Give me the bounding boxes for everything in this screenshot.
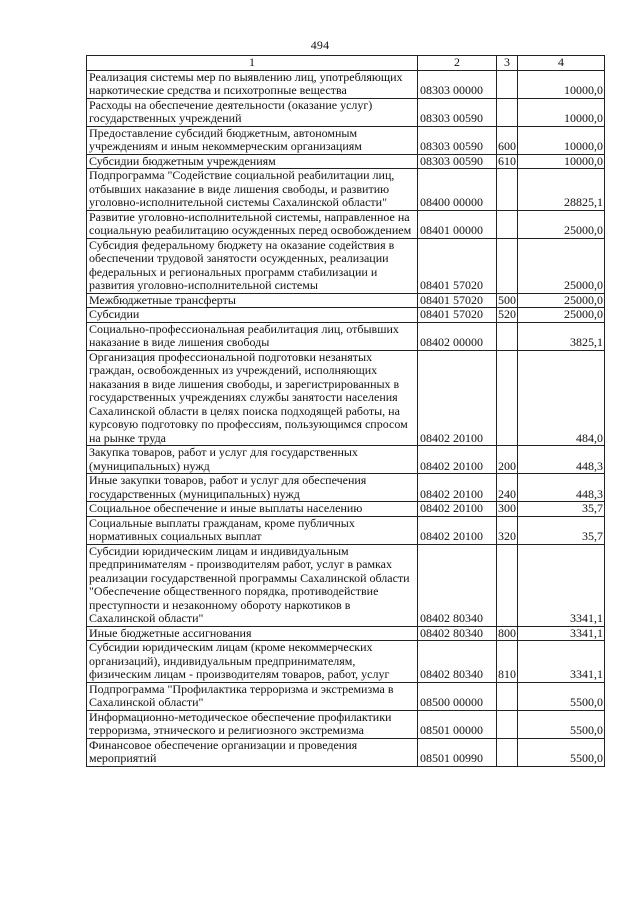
- table-row: [87, 154, 605, 169]
- row-code: 08401 00000: [418, 210, 497, 238]
- row-amount: 25000,0: [518, 308, 605, 323]
- row-amount: 3341,1: [518, 641, 605, 683]
- row-amount: 28825,1: [518, 169, 605, 211]
- row-kvr: [497, 350, 518, 446]
- row-name: Предоставление субсидий бюджетным, автономным учреждениям и иным некоммерческим организациям: [87, 126, 418, 154]
- row-name: Закупка товаров, работ и услуг для государственных (муниципальных) нужд: [87, 446, 418, 474]
- row-name: Субсидии юридическим лицам (кроме некоммерческих организаций), индивидуальным предпринимателям, физическим лицам - производителям товаров, работ, услуг: [87, 641, 418, 683]
- row-name: Субсидии бюджетным учреждениям: [87, 154, 418, 169]
- row-name: Развитие уголовно-исполнительной системы, направленное на социальную реабилитацию осужденных перед освобождением: [87, 210, 418, 238]
- row-amount: 5500,0: [518, 738, 605, 766]
- row-amount: 5500,0: [518, 682, 605, 710]
- row-name: Подпрограмма "Профилактика терроризма и экстремизма в Сахалинской области": [87, 682, 418, 710]
- row-code: 08402 20100: [418, 446, 497, 474]
- row-amount: 3341,1: [518, 626, 605, 641]
- row-amount: 10000,0: [518, 126, 605, 154]
- row-name: Межбюджетные трансферты: [87, 293, 418, 308]
- row-kvr: [497, 738, 518, 766]
- row-kvr: 500: [498, 292, 516, 307]
- row-code: 08401 57020: [418, 308, 497, 323]
- column-header-2: 2: [418, 56, 497, 71]
- row-code: 08402 00000: [418, 322, 497, 350]
- row-kvr: 800: [498, 625, 516, 640]
- table-row: [87, 350, 605, 446]
- table-row: [87, 626, 605, 641]
- table-row: [87, 70, 605, 98]
- row-kvr: 520: [498, 307, 516, 321]
- row-name: Субсидии юридическим лицам и индивидуальным предпринимателям - производителям работ, услуг в рамках реализации государственной программы Сахалинской области "Обеспечение общественного порядка, противодействие преступности и незаконному обороту наркотиков в Сахалинской области": [87, 544, 418, 626]
- row-name: Социальные выплаты гражданам, кроме публичных нормативных социальных выплат: [87, 516, 418, 544]
- column-header-3: 3: [497, 56, 518, 71]
- row-kvr: 600: [497, 126, 518, 154]
- row-amount: 448,3: [518, 446, 605, 474]
- row-kvr: 200: [497, 446, 518, 474]
- table-row: [87, 516, 605, 544]
- row-kvr: 300: [498, 501, 516, 515]
- row-amount: 3825,1: [518, 322, 605, 350]
- row-kvr: [497, 710, 518, 738]
- row-amount: 25000,0: [518, 293, 605, 308]
- row-code: 08402 20100: [418, 350, 497, 446]
- table-row: [87, 738, 605, 766]
- table-row: [87, 544, 605, 626]
- row-amount: 35,7: [518, 516, 605, 544]
- row-code: 08402 80340: [418, 544, 497, 626]
- row-amount: 448,3: [518, 474, 605, 502]
- table-body: [87, 70, 605, 766]
- row-amount: 25000,0: [518, 210, 605, 238]
- table-row: [87, 238, 605, 293]
- table-row: [87, 210, 605, 238]
- row-code: 08303 00590: [418, 154, 497, 169]
- row-amount: 10000,0: [518, 98, 605, 126]
- row-name: Социально-профессиональная реабилитация лиц, отбывших наказание в виде лишения свободы: [87, 322, 418, 350]
- row-kvr: 320: [497, 516, 518, 544]
- row-name: Иные закупки товаров, работ и услуг для обеспечения государственных (муниципальных) нужд: [87, 474, 418, 502]
- table-row: [87, 446, 605, 474]
- row-name: Информационно-методическое обеспечение профилактики терроризма, этнического и религиозного экстремизма: [87, 710, 418, 738]
- row-name: Субсидии: [87, 308, 418, 323]
- row-code: 08402 20100: [418, 516, 497, 544]
- row-kvr: [497, 322, 518, 350]
- table-row: [87, 293, 605, 308]
- row-code: 08402 80340: [418, 626, 497, 641]
- row-amount: 25000,0: [518, 238, 605, 293]
- row-code: 08402 20100: [418, 502, 497, 517]
- table-row: [87, 502, 605, 517]
- row-code: 08500 00000: [418, 682, 497, 710]
- table-row: [87, 98, 605, 126]
- row-code: 08401 57020: [418, 293, 497, 308]
- row-kvr: 610: [498, 153, 516, 168]
- row-code: 08402 20100: [418, 474, 497, 502]
- row-kvr: [497, 210, 518, 238]
- table-row: [87, 682, 605, 710]
- table-row: [87, 474, 605, 502]
- row-amount: 484,0: [518, 350, 605, 446]
- header-row: [87, 56, 605, 71]
- column-header-4: 4: [518, 56, 605, 71]
- table-row: [87, 169, 605, 211]
- row-code: 08402 80340: [418, 641, 497, 683]
- row-kvr: [497, 682, 518, 710]
- row-code: 08501 00000: [418, 710, 497, 738]
- row-kvr: [497, 169, 518, 211]
- row-kvr: [497, 70, 518, 98]
- table-row: [87, 641, 605, 683]
- row-code: 08303 00590: [418, 126, 497, 154]
- page-number: 494: [310, 38, 330, 52]
- row-amount: 10000,0: [518, 154, 605, 169]
- row-amount: 5500,0: [518, 710, 605, 738]
- row-code: 08401 57020: [418, 238, 497, 293]
- row-code: 08400 00000: [418, 169, 497, 211]
- budget-table: [86, 55, 605, 767]
- row-code: 08303 00000: [418, 70, 497, 98]
- row-amount: 10000,0: [518, 70, 605, 98]
- row-name: Реализация системы мер по выявлению лиц, употребляющих наркотические средства и психотропные вещества: [87, 70, 418, 98]
- row-kvr: 240: [497, 474, 518, 502]
- row-name: Иные бюджетные ассигнования: [87, 626, 418, 641]
- row-name: Организация профессиональной подготовки незанятых граждан, освобожденных из учреждений, исполняющих наказания в виде лишения свободы, и зарегистрированных в государственных учреждениях службы занятости населения Сахалинской области в целях поиска подходящей работы, на курсовую подготовку по профессиям, пользующимся спросом на рынке труда: [87, 350, 418, 446]
- row-kvr: [497, 238, 518, 293]
- row-amount: 35,7: [518, 502, 605, 517]
- row-kvr: 810: [497, 641, 518, 683]
- row-name: Расходы на обеспечение деятельности (оказание услуг) государственных учреждений: [87, 98, 418, 126]
- row-name: Финансовое обеспечение организации и проведения мероприятий: [87, 738, 418, 766]
- row-code: 08501 00990: [418, 738, 497, 766]
- row-kvr: [497, 544, 518, 626]
- table-row: [87, 126, 605, 154]
- table-row: [87, 322, 605, 350]
- row-amount: 3341,1: [518, 544, 605, 626]
- column-header-1: 1: [87, 56, 418, 71]
- table-row: [87, 710, 605, 738]
- row-name: Субсидия федеральному бюджету на оказание содействия в обеспечении трудовой занятости осужденных, реализации федеральных и региональных программ стабилизации и развития уголовно-исполнительной системы: [87, 238, 418, 293]
- row-name: Подпрограмма "Содействие социальной реабилитации лиц, отбывших наказание в виде лишения свободы, и развитию уголовно-исполнительной системы Сахалинской области": [87, 169, 418, 211]
- row-code: 08303 00590: [418, 98, 497, 126]
- table-row: [87, 308, 605, 323]
- table-header: [87, 56, 605, 71]
- row-kvr: [497, 98, 518, 126]
- row-name: Социальное обеспечение и иные выплаты населению: [87, 502, 418, 517]
